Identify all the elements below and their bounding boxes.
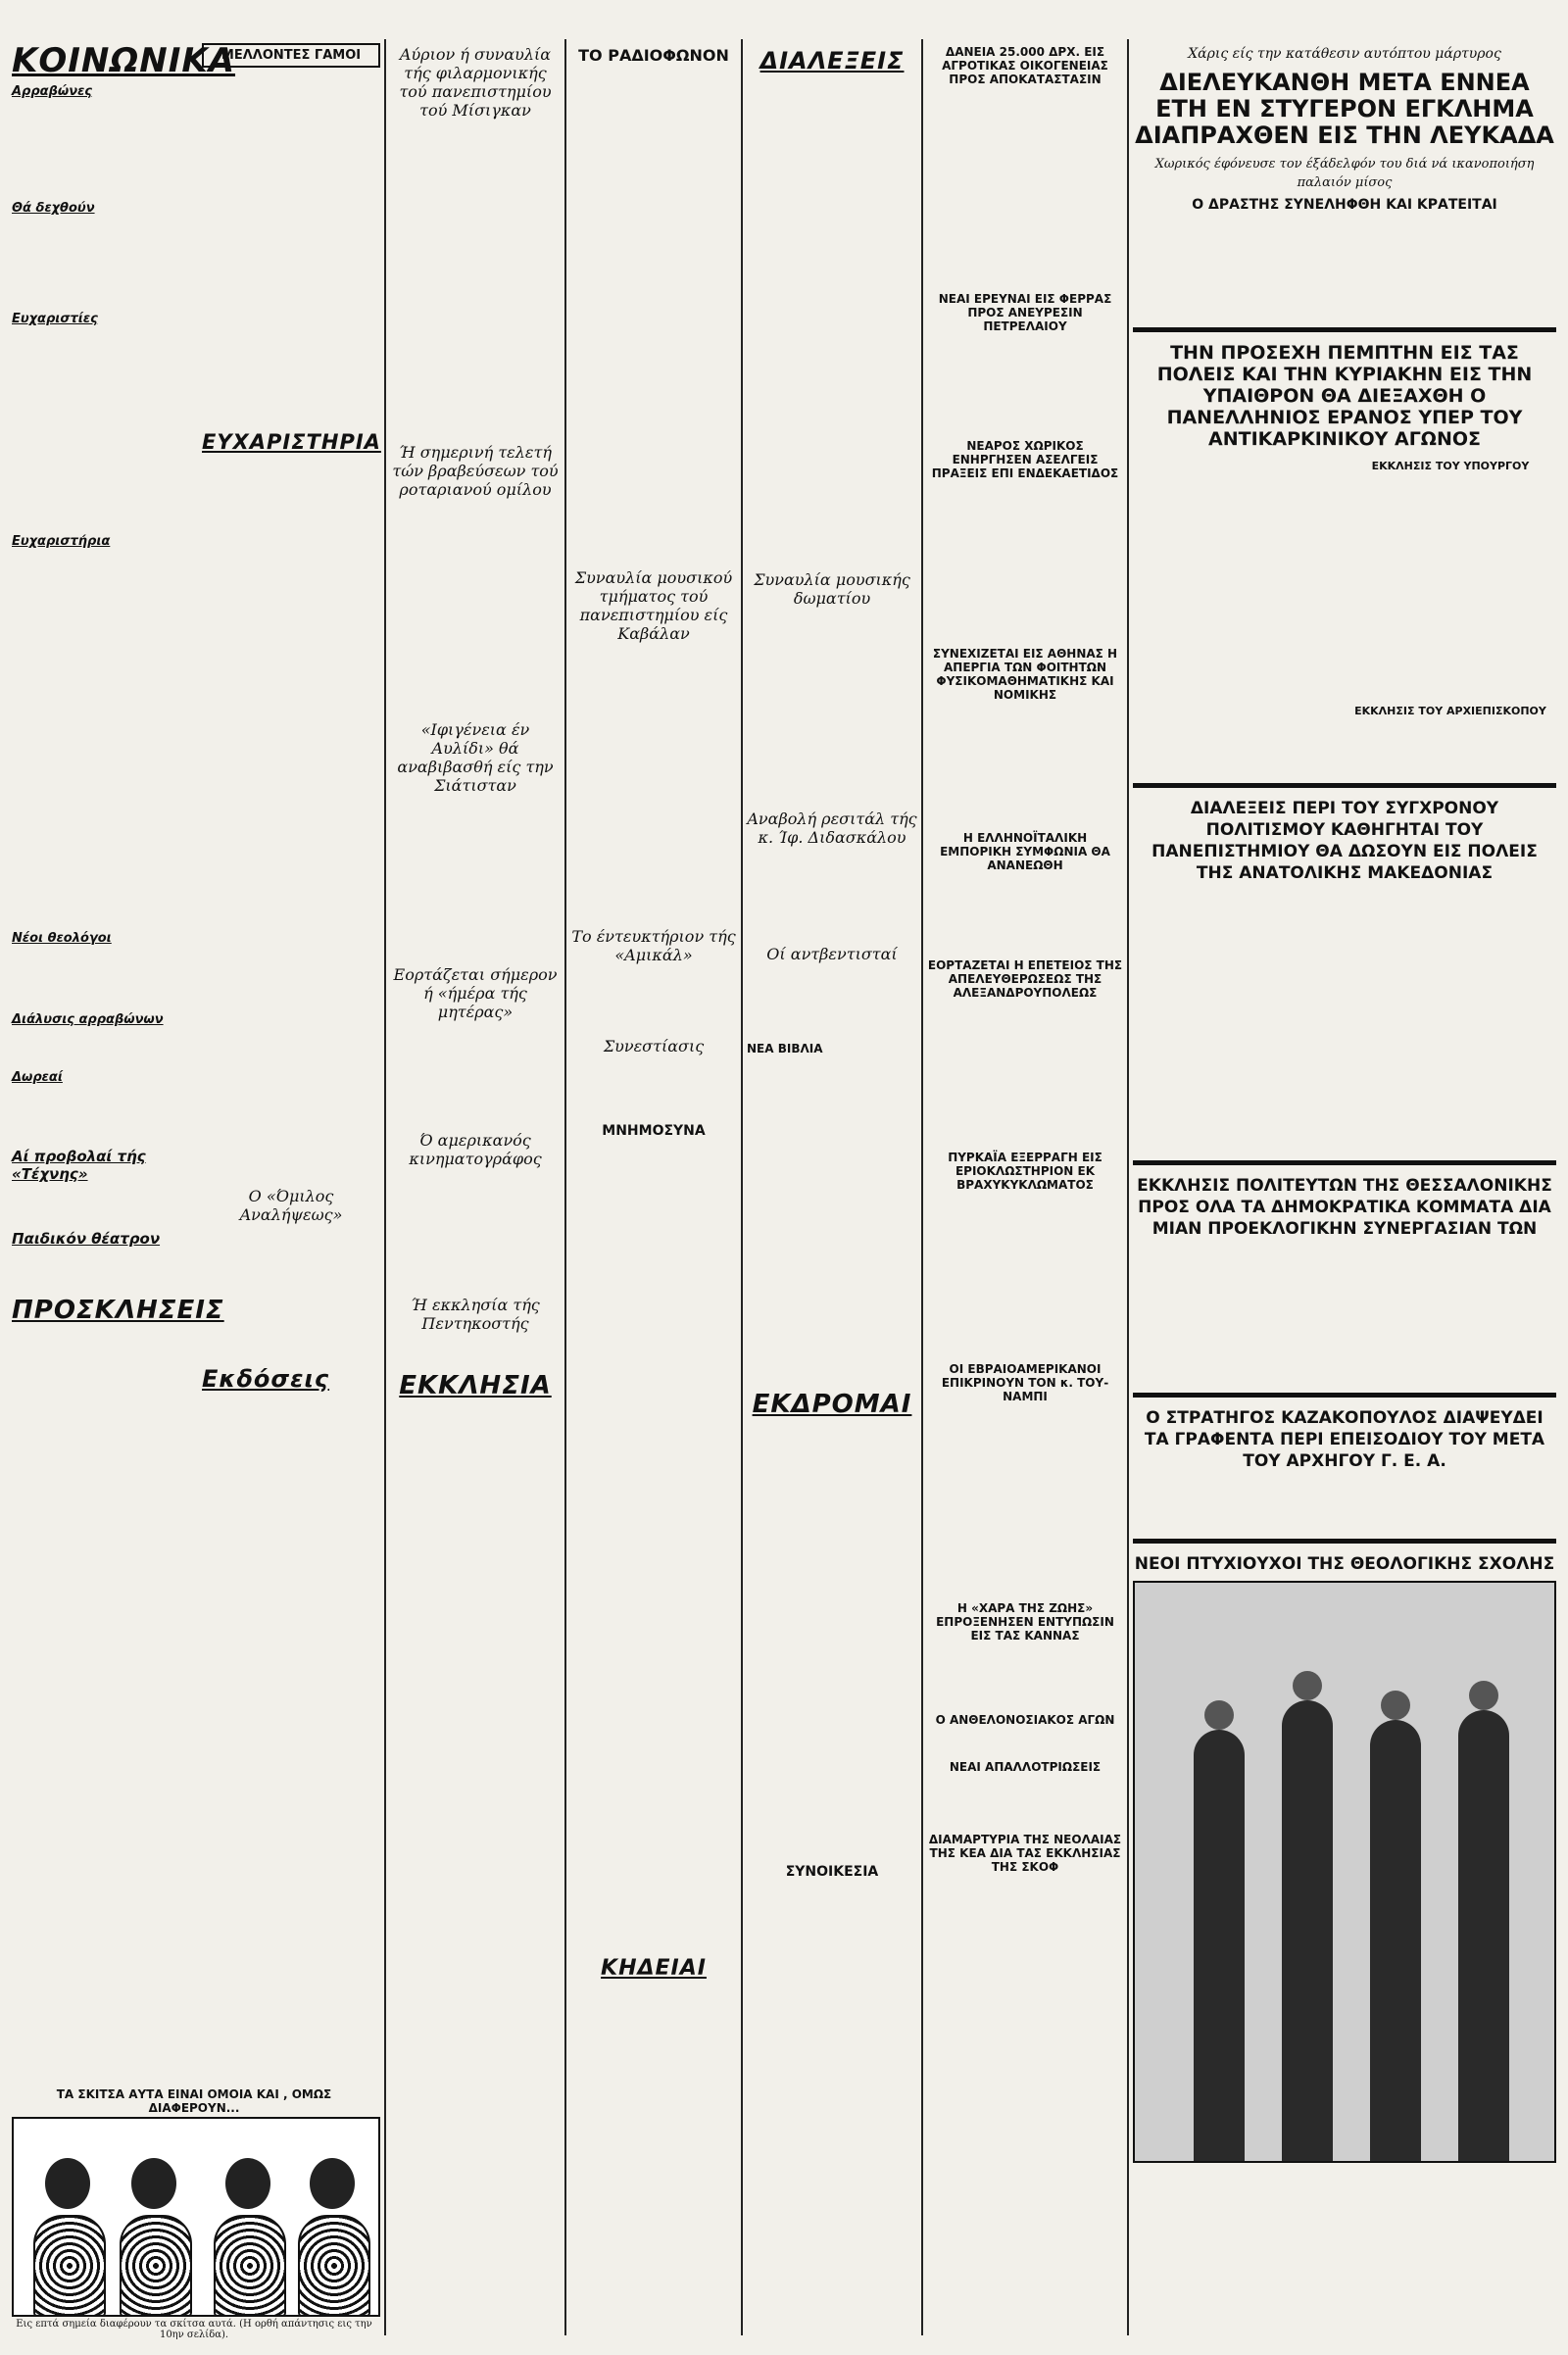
headline: Το έντευκτήριον τής «Αμικάλ» bbox=[571, 927, 736, 964]
section-title: ΜΕΛΛΟΝΤΕΣ ΓΑΜΟΙ bbox=[202, 43, 380, 68]
headline: ΤΗΝ ΠΡΟΣΕΧΗ ΠΕΜΠΤΗΝ ΕΙΣ ΤΑΣ ΠΟΛΕΙΣ ΚΑΙ ΤΗΝ ΚΥΡΙΑΚΗΝ ΕΙΣ ΤΗΝ ΥΠΑΙΘΡΟΝ ΘΑ ΔΙΕΞΑΧΘΗ Ο ΠΑΝΕΛΛΗΝΙΟΣ ΕΡΑΝΟΣ ΥΠΕΡ ΤΟΥ ΑΝΤΙΚΑΡΚΙΝΙΚΟΥ ΑΓΩΝΟΣ bbox=[1156, 342, 1533, 450]
headline: Η «ΧΑΡΑ ΤΗΣ ΖΩΗΣ» ΕΠΡΟΞΕΝΗΣΕΝ ΕΝΤΥΠΩΣΙΝ ΕΙΣ ΤΑΣ ΚΑΝΝΑΣ bbox=[936, 1601, 1114, 1643]
headline: «Ιφιγένεια έν Αυλίδι» θά αναβιβασθή είς την Σιάτισταν bbox=[397, 720, 554, 795]
headline: ΣΥΝΕΧΙΖΕΤΑΙ ΕΙΣ ΑΘΗΝΑΣ Η ΑΠΕΡΓΙΑ ΤΩΝ ΦΟΙΤΗΤΩΝ ΦΥΣΙΚΟΜΑΘΗΜΑΤΙΚΗΣ ΚΑΙ ΝΟΜΙΚΗΣ bbox=[932, 647, 1118, 702]
subhead: Δωρεαί bbox=[12, 1070, 63, 1085]
subhead: ΕΚΚΛΗΣΙΣ ΤΟΥ ΥΠΟΥΡΓΟΥ bbox=[1371, 460, 1530, 472]
caricature-figure bbox=[206, 2158, 290, 2315]
column-concerts bbox=[392, 39, 559, 2335]
section-title: ΕΚΚΛΗΣΙΑ bbox=[399, 1371, 552, 1400]
divider bbox=[1133, 783, 1556, 788]
headline: ΕΚΚΛΗΣΙΣ ΠΟΛΙΤΕΥΤΩΝ ΤΗΣ ΘΕΣΣΑΛΟΝΙΚΗΣ ΠΡΟΣ ΟΛΑ ΤΑ ΔΗΜΟΚΡΑΤΙΚΑ ΚΟΜΜΑΤΑ ΔΙΑ ΜΙΑΝ ΠΡΟΕΚΛΟΓΙΚΗΝ ΣΥΝΕΡΓΑΣΙΑΝ ΤΩΝ bbox=[1137, 1176, 1552, 1239]
column-lectures bbox=[747, 39, 917, 2335]
caricature-figure bbox=[290, 2158, 374, 2315]
section-title: ΤΟ ΡΑΔΙΟΦΩΝΟΝ bbox=[578, 46, 729, 65]
headline: ΝΕΟΙ ΠΤΥΧΙΟΥΧΟΙ ΤΗΣ ΘΕΟΛΟΓΙΚΗΣ ΣΧΟΛΗΣ bbox=[1134, 1554, 1555, 1574]
headline: ΔΑΝΕΙΑ 25.000 ΔΡΧ. ΕΙΣ ΑΓΡΟΤΙΚΑΣ ΟΙΚΟΓΕΝΕΙΑΣ ΠΡΟΣ ΑΠΟΚΑΤΑΣΤΑΣΙΝ bbox=[942, 45, 1108, 86]
lead-headline: ΔΙΕΛΕΥΚΑΝΘΗ ΜΕΤΑ ΕΝΝΕΑ ΕΤΗ ΕΝ ΣΤΥΓΕΡΟΝ ΕΓΚΛΗΜΑ ΔΙΑΠΡΑΧΘΕΝ ΕΙΣ ΤΗΝ ΛΕΥΚΑΔΑ bbox=[1135, 69, 1554, 149]
section-title: ΔΙΑΛΕΞΕΙΣ bbox=[760, 47, 905, 74]
kicker: Χάρις είς την κατάθεσιν αυτόπτου μάρτυρος bbox=[1188, 46, 1501, 62]
headline: ΔΙΑΜΑΡΤΥΡΙΑ ΤΗΣ ΝΕΟΛΑΙΑΣ ΤΗΣ ΚΕΑ ΔΙΑ ΤΑΣ ΕΚΚΛΗΣΙΑΣ ΤΗΣ ΣΚΟΦ bbox=[928, 1833, 1122, 1874]
headline: Η ΕΛΛΗΝΟΪΤΑΛΙΚΗ ΕΜΠΟΡΙΚΗ ΣΥΜΦΩΝΙΑ ΘΑ ΑΝΑΝΕΩΘΗ bbox=[940, 831, 1110, 872]
subhead: Θά δεχθούν bbox=[12, 201, 95, 216]
divider bbox=[1133, 1160, 1556, 1165]
headline: ΝΕΑΙ ΑΠΑΛΛΟΤΡΙΩΣΕΙΣ bbox=[949, 1760, 1102, 1774]
column-rule bbox=[921, 39, 923, 2335]
headline: Συναυλία μουσικού τμήματος τού πανεπιστημίου είς Καβάλαν bbox=[574, 568, 733, 643]
headline: ΠΥΡΚΑΪΑ ΕΞΕΡΡΑΓΗ ΕΙΣ ΕΡΙΟΚΛΩΣΤΗΡΙΟΝ ΕΚ ΒΡΑΧΥΚΥΚΛΩΜΑΤΟΣ bbox=[948, 1151, 1102, 1192]
section-title: ΕΚΔΡΟΜΑΙ bbox=[752, 1390, 912, 1419]
section-title: ΜΝΗΜΟΣΥΝΑ bbox=[602, 1123, 706, 1139]
deck: Χωρικός έφόνευσε τον έξάδελφόν του διά νά ικανοποιήση παλαιόν μίσος bbox=[1154, 157, 1535, 190]
column-front bbox=[1133, 39, 1556, 2335]
subhead: Ευχαριστίες bbox=[12, 312, 98, 326]
subhead: Ο «Όμιλος Αναλήψεως» bbox=[239, 1187, 343, 1224]
subhead: Παιδικόν θέατρον bbox=[12, 1230, 161, 1248]
headline: ΕΟΡΤΑΖΕΤΑΙ Η ΕΠΕΤΕΙΟΣ ΤΗΣ ΑΠΕΛΕΥΘΕΡΩΣΕΩΣ ΤΗΣ ΑΛΕΞΑΝΔΡΟΥΠΟΛΕΩΣ bbox=[927, 958, 1123, 1000]
section-title: ΚΗΔΕΙΑΙ bbox=[601, 1956, 707, 1981]
subhead: Αί προβολαί τής «Τέχνης» bbox=[12, 1148, 146, 1183]
section-title: ΕΥΧΑΡΙΣΤΗΡΙΑ bbox=[202, 430, 381, 454]
headline: ΝΕΑΙ ΕΡΕΥΝΑΙ ΕΙΣ ΦΕΡΡΑΣ ΠΡΟΣ ΑΝΕΥΡΕΣΙΝ ΠΕΤΡΕΛΑΙΟΥ bbox=[938, 292, 1112, 333]
section-title: ΚΟΙΝΩΝΙΚΑ bbox=[12, 41, 236, 80]
caricature-caption: Εις επτά σημεία διαφέρουν τα σκίτσα αυτά. (Η ορθή απάντησις εις την 10ην σελίδα). bbox=[16, 2319, 372, 2340]
headline: Αύριον ή συναυλία τής φιλαρμονικής τού πανεπιστημίου τού Μίσιγκαν bbox=[399, 45, 552, 120]
column-rule bbox=[564, 39, 566, 2335]
photo-figure bbox=[1458, 1710, 1509, 2161]
caricature-image bbox=[12, 2117, 380, 2317]
section-title: ΣΥΝΟΙΚΕΣΙΑ bbox=[785, 1864, 879, 1880]
headline: Ο ΣΤΡΑΤΗΓΟΣ ΚΑΖΑΚΟΠΟΥΛΟΣ ΔΙΑΨΕΥΔΕΙ ΤΑ ΓΡΑΦΕΝΤΑ ΠΕΡΙ ΕΠΕΙΣΟΔΙΟΥ ΤΟΥ ΜΕΤΑ ΤΟΥ ΑΡΧΗΓΟΥ Γ. Ε. Α. bbox=[1144, 1408, 1545, 1471]
subhead: Ευχαριστήρια bbox=[12, 534, 111, 549]
column-radio bbox=[570, 39, 737, 2335]
subhead: ΕΚΚΛΗΣΙΣ ΤΟΥ ΑΡΧΙΕΠΙΣΚΟΠΟΥ bbox=[1354, 705, 1546, 717]
column-rule bbox=[1127, 39, 1129, 2335]
photo-figure bbox=[1370, 1720, 1421, 2161]
headline: Ή εκκλησία τής Πεντηκοστής bbox=[411, 1296, 540, 1333]
subhead: Νέοι θεολόγοι bbox=[12, 931, 112, 946]
section-title: ΠΡΟΣΚΛΗΣΕΙΣ bbox=[12, 1296, 224, 1325]
photo-figure bbox=[1282, 1700, 1333, 2161]
caricature-figure bbox=[25, 2158, 110, 2315]
headline: Αναβολή ρεσιτάλ τής κ. Ίφ. Διδασκάλου bbox=[747, 810, 917, 847]
headline: Ό αμερικανός κινηματογράφος bbox=[409, 1131, 542, 1168]
subhead: Αρραβώνες bbox=[12, 84, 93, 99]
headline: Συναυλία μουσικής δωματίου bbox=[754, 570, 910, 608]
headline: ΝΕΑΡΟΣ ΧΩΡΙΚΟΣ ΕΝΗΡΓΗΣΕΝ ΑΣΕΛΓΕΙΣ ΠΡΑΞΕΙΣ ΕΠΙ ΕΝΔΕΚΑΕΤΙΔΟΣ bbox=[931, 439, 1119, 480]
column-rule bbox=[741, 39, 743, 2335]
headline: Ή σημερινή τελετή τών βραβεύσεων τού ροταριανού ομίλου bbox=[392, 443, 559, 499]
column-weddings bbox=[202, 39, 380, 2071]
deck: Ο ΔΡΑΣΤΗΣ ΣΥΝΕΛΗΦΘΗ ΚΑΙ ΚΡΑΤΕΙΤΑΙ bbox=[1192, 197, 1497, 213]
caricature-title: ΤΑ ΣΚΙΤΣΑ ΑΥΤΑ ΕΙΝΑΙ ΟΜΟΙΑ ΚΑΙ , ΟΜΩΣ ΔΙΑΦΕΡΟΥΝ... bbox=[56, 2087, 332, 2115]
caricature-figure bbox=[112, 2158, 196, 2315]
divider bbox=[1133, 327, 1556, 332]
headline: ΟΙ ΕΒΡΑΙΟΑΜΕΡΙΚΑΝΟΙ ΕΠΙΚΡΙΝΟΥΝ ΤΟΝ κ. ΤΟΥ-ΝΑΜΠΙ bbox=[941, 1362, 1109, 1403]
headline: Οί αντβεντισταί bbox=[766, 945, 898, 963]
subhead: Διάλυσις αρραβώνων bbox=[12, 1012, 164, 1027]
headline: Συνεστίασις bbox=[603, 1037, 705, 1055]
column-social bbox=[12, 39, 236, 2335]
headline: ΔΙΑΛΕΞΕΙΣ ΠΕΡΙ ΤΟΥ ΣΥΓΧΡΟΝΟΥ ΠΟΛΙΤΙΣΜΟΥ ΚΑΘΗΓΗΤΑΙ ΤΟΥ ΠΑΝΕΠΙΣΤΗΜΙΟΥ ΘΑ ΔΩΣΟΥΝ ΕΙΣ ΠΟΛΕΙΣ ΤΗΣ ΑΝΑΤΟΛΙΚΗΣ ΜΑΚΕΔΟΝΙΑΣ bbox=[1152, 799, 1538, 883]
divider bbox=[1133, 1539, 1556, 1544]
graduates-photo bbox=[1133, 1581, 1556, 2163]
section-title: Εκδόσεις bbox=[202, 1365, 330, 1393]
headline: Εορτάζεται σήμερον ή «ήμέρα τής μητέρας» bbox=[393, 965, 558, 1021]
column-rule bbox=[384, 39, 386, 2335]
column-news bbox=[927, 39, 1123, 2335]
photo-figure bbox=[1194, 1730, 1245, 2161]
headline: Ο ΑΝΘΕΛΟΝΟΣΙΑΚΟΣ ΑΓΩΝ bbox=[935, 1713, 1115, 1727]
section-title: ΝΕΑ ΒΙΒΛΙΑ bbox=[747, 1042, 823, 1055]
divider bbox=[1133, 1393, 1556, 1398]
